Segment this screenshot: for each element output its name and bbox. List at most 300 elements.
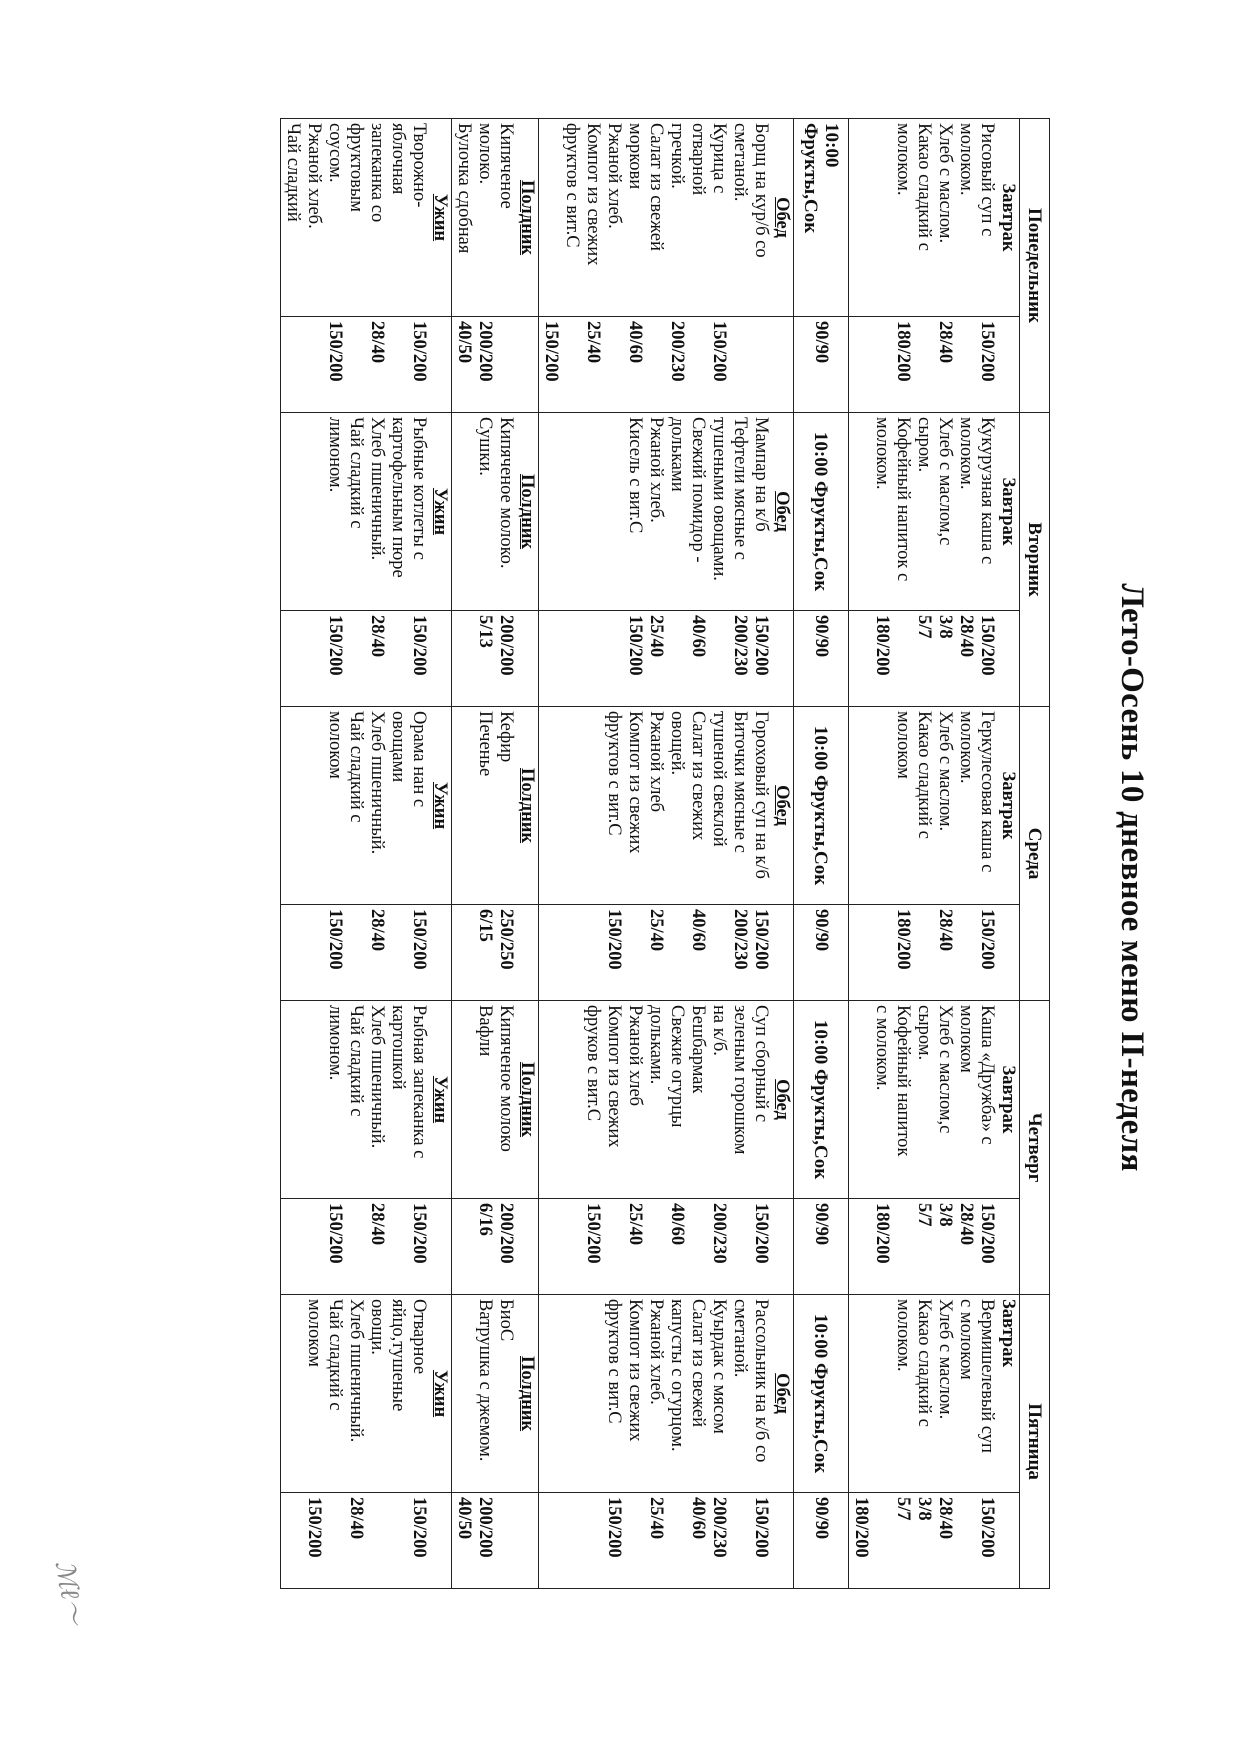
meal-label: Ужин [430, 487, 450, 536]
menu-item: Свежий помидор - [688, 417, 708, 563]
menu-item: Рыбные котлеты с [409, 417, 429, 560]
menu-item: Хлеб пшеничный. [346, 1299, 366, 1443]
portion-value [345, 909, 366, 996]
menu-item: Куырдак с мясом [709, 1299, 729, 1434]
portion-value [666, 909, 687, 996]
portion-value: 5/7 [914, 615, 934, 639]
portion-value: 180/200 [893, 909, 913, 970]
menu-item: Бешбармак [688, 1005, 708, 1094]
portion-value [603, 321, 624, 408]
menu-item: Гороховый суп на к/б [751, 711, 771, 879]
meal-label: Обед [772, 197, 792, 238]
menu-item: молоком [893, 711, 913, 779]
portion-value [366, 1497, 387, 1584]
portion-value: 200/200 [475, 321, 495, 382]
snack10-portion-monday: 90/90 [794, 317, 849, 413]
portion-cell-breakfast-thursday [849, 1199, 1020, 1295]
menu-item: Ржаной хлеб. [304, 123, 324, 229]
portion-value: 25/40 [646, 615, 666, 658]
portion-value: 150/200 [409, 1497, 429, 1558]
menu-item: Хлеб с маслом. [935, 123, 955, 244]
portion-value: 3/8 [935, 615, 955, 639]
menu-item: Кефир [496, 711, 516, 763]
portion-cell-afternoon-wednesday [452, 905, 539, 1001]
portion-cell-lunch-monday [539, 317, 794, 413]
portion-value [645, 1203, 666, 1290]
portion-value: 5/7 [893, 1497, 913, 1521]
menu-item: молоко. [475, 123, 495, 185]
menu-item: сметаной. [730, 1299, 750, 1378]
portion-cell-lunch-wednesday [539, 905, 794, 1001]
menu-item: Чай сладкий [283, 123, 303, 222]
lunch-row [539, 119, 794, 1589]
menu-item: Кофейный напиток [893, 1005, 913, 1157]
portion-spacer [429, 1203, 450, 1290]
meal-cell-lunch-friday [539, 1295, 794, 1493]
menu-item: запеканка со [367, 123, 387, 223]
menu-item: фруктовым [346, 123, 366, 212]
meal-cell-dinner-friday [281, 1295, 452, 1493]
meal-label: Обед [772, 1373, 792, 1414]
portion-value: 150/200 [977, 1497, 997, 1558]
portion-value: 25/40 [625, 1203, 645, 1246]
meal-cell-breakfast-monday [849, 119, 1020, 317]
portion-value: 150/200 [583, 1203, 603, 1264]
menu-item: Геркулесовая каша с [977, 711, 997, 873]
portion-value: 28/40 [956, 1203, 976, 1246]
portion-cell-afternoon-thursday [452, 1199, 539, 1295]
portion-value [303, 321, 324, 408]
menu-item: Хлеб с маслом. [935, 1299, 955, 1420]
menu-item: тушеной свеклой [709, 711, 729, 847]
portion-value: 25/40 [583, 321, 603, 364]
menu-item: молоком. [893, 1299, 913, 1372]
menu-item: Рисовый суп с [977, 123, 997, 237]
menu-item: Свежие огурцы [667, 1005, 687, 1128]
menu-item: сметаной. [730, 123, 750, 202]
portion-spacer [997, 615, 1018, 702]
portion-value [387, 1203, 408, 1290]
menu-item: фруктов с вит.С [604, 711, 624, 836]
snack10-cell-monday [794, 119, 849, 317]
portion-value: 28/40 [956, 615, 976, 658]
portion-value [624, 909, 645, 996]
portion-value [561, 321, 582, 408]
menu-item: Хлеб с маслом,с [935, 417, 955, 546]
portion-spacer [771, 909, 792, 996]
meal-label: Обед [772, 491, 792, 532]
portion-value: 150/200 [977, 1203, 997, 1264]
menu-item: Рыбная запеканка с [409, 1005, 429, 1159]
menu-item: зеленым горошком [730, 1005, 750, 1155]
portion-value [750, 321, 771, 408]
menu-item: на к/б. [709, 1005, 729, 1056]
portion-value: 5/13 [475, 615, 495, 648]
menu-item: лимоном. [325, 417, 345, 493]
portion-value: 150/200 [751, 615, 771, 676]
portion-spacer [429, 321, 450, 408]
menu-item: Хлеб пшеничный. [367, 417, 387, 561]
menu-item: фруктов с вит.С [604, 1299, 624, 1424]
portion-value: 150/200 [409, 321, 429, 382]
meal-label: Завтрак [998, 477, 1018, 546]
menu-item: капусты с огурцом. [667, 1299, 687, 1452]
menu-item: отварной [688, 123, 708, 196]
portion-value [871, 1497, 892, 1584]
menu-item: Творожно- [409, 123, 429, 208]
meal-cell-breakfast-wednesday [849, 707, 1020, 905]
portion-value [495, 1497, 516, 1584]
portion-value: 28/40 [367, 909, 387, 952]
portion-cell-breakfast-monday [849, 317, 1020, 413]
meal-label: Полдник [517, 1355, 537, 1432]
portion-value [282, 321, 303, 408]
menu-item: молоком. [956, 123, 976, 196]
menu-item: Каша «Дружба» с [977, 1005, 997, 1145]
portion-value: 150/200 [751, 1497, 771, 1558]
menu-item: Кипяченое молоко. [496, 417, 516, 569]
menu-item: фруктов с вит.С [562, 123, 582, 248]
portion-cell-afternoon-friday [452, 1493, 539, 1589]
portion-cell-breakfast-friday [849, 1493, 1020, 1589]
meal-label: Полдник [517, 179, 537, 256]
portion-spacer [997, 321, 1018, 408]
menu-item: Борщ на кур/б со [751, 123, 771, 258]
portion-value: 150/200 [325, 321, 345, 382]
snack10-portion-tuesday: 90/90 [794, 611, 849, 707]
portion-value: 150/200 [325, 1203, 345, 1264]
menu-item: Отварное [409, 1299, 429, 1375]
portion-value [387, 321, 408, 408]
portion-value [708, 615, 729, 702]
menu-item: Курица с [709, 123, 729, 194]
portion-value: 25/40 [646, 909, 666, 952]
portion-value [892, 1203, 913, 1290]
portion-value: 3/8 [935, 1203, 955, 1227]
portion-cell-dinner-wednesday [281, 905, 452, 1001]
portion-value [913, 909, 934, 996]
menu-item: Хлеб с маслом,с [935, 1005, 955, 1134]
meal-label: Завтрак [998, 771, 1018, 840]
day-header-wednesday: Среда [1020, 707, 1050, 1001]
meal-label: Ужин [430, 781, 450, 830]
menu-item: яйцо,тушеные [388, 1299, 408, 1412]
portion-value [708, 909, 729, 996]
portion-spacer [516, 1497, 537, 1584]
menu-item: Чай сладкий с [346, 711, 366, 823]
portion-value: 150/200 [409, 909, 429, 970]
menu-item: Чай сладкий с [346, 417, 366, 529]
menu-item: яблочная [388, 123, 408, 195]
portion-value: 28/40 [935, 1497, 955, 1540]
meal-cell-afternoon-thursday [452, 1001, 539, 1199]
menu-item: Салат из свежей [688, 1299, 708, 1427]
portion-value: 150/200 [977, 321, 997, 382]
portion-value [495, 321, 516, 408]
menu-item: Кипяченое [496, 123, 516, 209]
portion-value [687, 1203, 708, 1290]
snack10-portion-wednesday: 90/90 [794, 905, 849, 1001]
snack10-label: 10:00 Фрукты,Сок [810, 1019, 832, 1180]
menu-item: Хлеб с маслом. [935, 711, 955, 832]
snack10-cell-wednesday [794, 707, 849, 905]
menu-item: тушеными овощами. [709, 417, 729, 581]
dinner-row [281, 119, 452, 1589]
portion-spacer [771, 1497, 792, 1584]
day-header-thursday: Четверг [1020, 1001, 1050, 1295]
portion-value: 150/200 [977, 615, 997, 676]
portion-value: 200/230 [730, 909, 750, 970]
portion-value: 6/15 [475, 909, 495, 942]
menu-table [280, 118, 1050, 1589]
portion-spacer [516, 909, 537, 996]
snack10-label: 10:00 Фрукты,Сок [810, 431, 832, 592]
menu-item: молоком [325, 711, 345, 779]
meal-label: Завтрак [998, 183, 1018, 252]
portion-value [729, 1203, 750, 1290]
menu-item: Рассольник на к/б со [751, 1299, 771, 1463]
menu-item: сыром. [914, 1005, 934, 1061]
portion-value [345, 1203, 366, 1290]
day-header-monday: Понедельник [1020, 119, 1050, 413]
portion-value: 200/230 [709, 1203, 729, 1264]
menu-item: молоком [304, 1299, 324, 1367]
portion-value [387, 615, 408, 702]
portion-value: 28/40 [935, 909, 955, 952]
menu-item: картошкой [388, 1005, 408, 1090]
menu-item: Булочка сдобная [454, 123, 474, 254]
portion-value [645, 321, 666, 408]
portion-value: 150/200 [751, 1203, 771, 1264]
menu-item: Мампар на к/б [751, 417, 771, 532]
menu-item: Хлеб пшеничный. [367, 1005, 387, 1149]
meal-cell-dinner-monday [281, 119, 452, 317]
menu-item: дольками [667, 417, 687, 492]
portion-value [603, 1203, 624, 1290]
portion-value: 3/8 [914, 1497, 934, 1521]
menu-item: Тефтели мясные с [730, 417, 750, 560]
portion-value: 150/200 [325, 909, 345, 970]
portion-value: 5/7 [914, 1203, 934, 1227]
portion-value [892, 615, 913, 702]
portion-value: 40/50 [454, 321, 474, 364]
portion-value: 28/40 [367, 1203, 387, 1246]
portion-value: 180/200 [851, 1497, 871, 1558]
portion-spacer [997, 1203, 1018, 1290]
portion-value: 180/200 [872, 615, 892, 676]
header-row [1020, 119, 1050, 1589]
day-header-friday: Пятница [1020, 1295, 1050, 1589]
menu-item: овощей. [667, 711, 687, 776]
meal-label: Полдник [517, 473, 537, 550]
portion-value: 40/60 [688, 1497, 708, 1540]
menu-item: Сушки. [475, 417, 495, 476]
portion-value: 25/40 [646, 1497, 666, 1540]
meal-label: Ужин [430, 1075, 450, 1124]
menu-item: овощи. [367, 1299, 387, 1355]
portion-spacer [516, 1203, 537, 1290]
portion-spacer [997, 909, 1018, 996]
menu-item: Кисель с вит.С [625, 417, 645, 534]
portion-spacer [429, 615, 450, 702]
portion-value: 150/200 [751, 909, 771, 970]
menu-item: Орама нан с [409, 711, 429, 808]
portion-value [955, 1497, 976, 1584]
menu-item: молоком [956, 1005, 976, 1073]
portion-value: 150/200 [977, 909, 997, 970]
meal-cell-lunch-tuesday [539, 413, 794, 611]
meal-label: Ужин [430, 193, 450, 242]
meal-label: Полдник [517, 1061, 537, 1138]
portion-value: 40/60 [688, 909, 708, 952]
menu-item: Суп сборный с [751, 1005, 771, 1123]
snack10-label: 10:00 Фрукты,Сок [810, 1313, 832, 1474]
portion-value: 150/200 [625, 615, 645, 676]
meal-cell-afternoon-friday [452, 1295, 539, 1493]
portion-value: 180/200 [893, 321, 913, 382]
portion-value [955, 321, 976, 408]
portion-cell-dinner-tuesday [281, 611, 452, 707]
menu-item: молоком. [872, 417, 892, 490]
menu-item: лимоном. [325, 1005, 345, 1081]
portion-value [345, 615, 366, 702]
portion-value [345, 321, 366, 408]
menu-item: сыром. [914, 417, 934, 473]
meal-cell-dinner-wednesday [281, 707, 452, 905]
menu-item: фруков с вит.С [583, 1005, 603, 1122]
menu-item: с молоком [956, 1299, 976, 1380]
meal-label: Ужин [430, 1369, 450, 1418]
meal-label: Обед [772, 1079, 792, 1120]
portion-value: 200/200 [475, 1497, 495, 1558]
menu-item: Компот из свежих [625, 1299, 645, 1442]
portion-value [666, 615, 687, 702]
portion-value [666, 1497, 687, 1584]
portion-value [955, 909, 976, 996]
menu-item: Ржаной хлеб [625, 1005, 645, 1107]
meal-cell-breakfast-tuesday [849, 413, 1020, 611]
menu-item: Хлеб пшеничный. [367, 711, 387, 855]
menu-item: Салат из свежей [646, 123, 666, 251]
meal-cell-lunch-thursday [539, 1001, 794, 1199]
menu-item: БиоС [496, 1299, 516, 1342]
snack10-label: 10:00 Фрукты,Сок [810, 725, 832, 886]
snack10-portion-thursday: 90/90 [794, 1199, 849, 1295]
snack10-cell-thursday [794, 1001, 849, 1199]
menu-item: Печенье [475, 711, 495, 777]
portion-spacer [997, 1497, 1018, 1584]
portion-value: 150/200 [709, 321, 729, 382]
meal-label: Обед [772, 785, 792, 826]
menu-item: Какао сладкий с [914, 711, 934, 839]
menu-item: Ватрушка с джемом. [475, 1299, 495, 1462]
portion-value [387, 1497, 408, 1584]
menu-item: картофельным пюре [388, 417, 408, 578]
portion-cell-breakfast-wednesday [849, 905, 1020, 1001]
snack10-portion-friday: 90/90 [794, 1493, 849, 1589]
menu-item: Вафли [475, 1005, 495, 1057]
portion-cell-dinner-thursday [281, 1199, 452, 1295]
portion-cell-afternoon-tuesday [452, 611, 539, 707]
signature: ℳℓ〜 [48, 1558, 90, 1628]
menu-item: дольками. [646, 1005, 666, 1085]
snack10-row [794, 119, 849, 1589]
menu-item: Салат из свежих [688, 711, 708, 841]
meal-cell-afternoon-wednesday [452, 707, 539, 905]
menu-item: Какао сладкий с [914, 1299, 934, 1427]
meal-cell-dinner-thursday [281, 1001, 452, 1199]
portion-spacer [516, 321, 537, 408]
portion-value: 28/40 [346, 1497, 366, 1540]
portion-value: 200/230 [667, 321, 687, 382]
menu-item: молоком. [956, 711, 976, 784]
portion-value: 200/230 [709, 1497, 729, 1558]
portion-cell-afternoon-monday [452, 317, 539, 413]
snack10-label: Фрукты,Сок [800, 123, 821, 234]
day-header-tuesday: Вторник [1020, 413, 1050, 707]
portion-value: 200/200 [496, 615, 516, 676]
breakfast-row [849, 119, 1020, 1589]
portion-spacer [429, 1497, 450, 1584]
meal-cell-lunch-monday [539, 119, 794, 317]
meal-cell-lunch-wednesday [539, 707, 794, 905]
portion-value: 28/40 [935, 321, 955, 364]
portion-value: 40/60 [688, 615, 708, 658]
menu-item: Вермишелевый суп [977, 1299, 997, 1453]
meal-cell-dinner-tuesday [281, 413, 452, 611]
page-title: Лето-Осень 10 дневное меню II-неделя [1114, 583, 1150, 1172]
portion-cell-dinner-monday [281, 317, 452, 413]
meal-label: Полдник [517, 767, 537, 844]
portion-value [729, 1497, 750, 1584]
portion-value [729, 321, 750, 408]
meal-cell-afternoon-monday [452, 119, 539, 317]
portion-value: 150/200 [604, 909, 624, 970]
portion-value: 28/40 [367, 615, 387, 658]
menu-item: овощами [388, 711, 408, 783]
portion-spacer [771, 321, 792, 408]
meal-label: Завтрак [998, 1299, 1018, 1368]
portion-value [324, 1497, 345, 1584]
menu-item: Кукурузная каша с [977, 417, 997, 565]
portion-value [687, 321, 708, 408]
menu-item: Чай сладкий с [346, 1005, 366, 1117]
menu-item: Компот из свежих [625, 711, 645, 854]
portion-value: 180/200 [872, 1203, 892, 1264]
menu-item: Биточки мясные с [730, 711, 750, 853]
portion-spacer [429, 909, 450, 996]
menu-item: молоком. [893, 123, 913, 196]
portion-cell-dinner-friday [281, 1493, 452, 1589]
portion-value: 40/60 [625, 321, 645, 364]
meal-cell-breakfast-thursday [849, 1001, 1020, 1199]
snack10-time: 10:00 [821, 123, 842, 168]
menu-item: соусом. [325, 123, 345, 183]
portion-value: 200/200 [496, 1203, 516, 1264]
portion-value [387, 909, 408, 996]
portion-value: 150/200 [409, 1203, 429, 1264]
snack10-cell-tuesday [794, 413, 849, 611]
portion-value: 40/50 [454, 1497, 474, 1540]
portion-value: 150/200 [604, 1497, 624, 1558]
meal-cell-afternoon-tuesday [452, 413, 539, 611]
menu-item: Чай сладкий с [325, 1299, 345, 1411]
portion-spacer [771, 1203, 792, 1290]
meal-label: Завтрак [998, 1065, 1018, 1134]
menu-item: Ржаной хлеб. [646, 1299, 666, 1405]
menu-item: Ржаной хлеб. [604, 123, 624, 229]
menu-item: Какао сладкий с [914, 123, 934, 251]
